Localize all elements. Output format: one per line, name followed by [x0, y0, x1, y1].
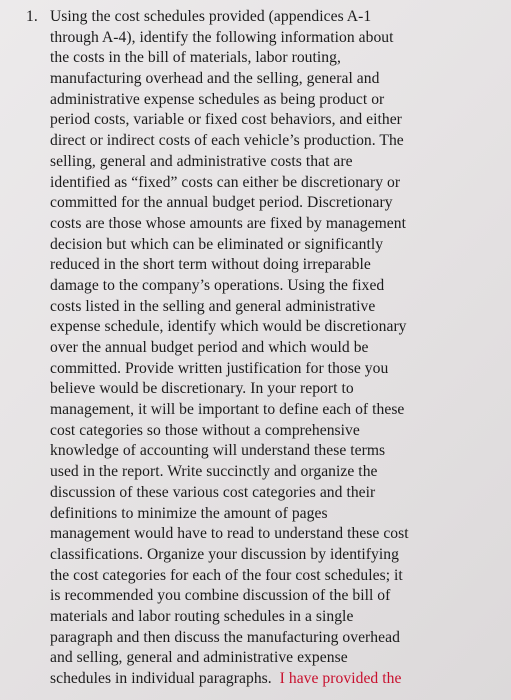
- text-line: is recommended you combine discussion of the bill of: [50, 587, 391, 605]
- text-line: used in the report. Write succinctly and organize the: [50, 463, 378, 481]
- red-highlight-text: I have provided the: [279, 670, 402, 687]
- text-line: manufacturing overhead and the selling, general and: [50, 70, 380, 88]
- text-line: paragraph and then discuss the manufacturing overhead: [50, 628, 400, 646]
- text-line: and selling, general and administrative expense: [50, 649, 348, 667]
- line-text: Using the cost schedules provided (appendices A-1: [50, 8, 372, 25]
- text-line: costs listed in the selling and general administrative: [50, 297, 376, 315]
- text-line: direct or indirect costs of each vehicle’s production. The: [50, 132, 404, 150]
- text-line: costs are those whose amounts are fixed by management: [50, 214, 406, 232]
- text-line: [0, 7, 511, 28]
- text-line: classifications. Organize your discussion by identifying: [50, 545, 399, 563]
- text-line: the costs in the bill of materials, labor routing,: [50, 49, 341, 67]
- text-line: decision but which can be eliminated or significantly: [50, 235, 384, 253]
- text-line: administrative expense schedules as being product or: [50, 90, 385, 108]
- text-line: expense schedule, identify which would be discretionary: [50, 318, 407, 336]
- text-line: the cost categories for each of the four cost schedules; it: [50, 566, 403, 584]
- text-line: knowledge of accounting will understand these terms: [50, 442, 386, 460]
- text-line: reduced in the short term without doing irreparable: [50, 256, 371, 274]
- text-line: cost categories so those without a comprehensive: [50, 421, 360, 439]
- text-line-last: [0, 669, 511, 690]
- text-line: committed for the annual budget period. Discretionary: [50, 194, 393, 212]
- text-line: definitions to minimize the amount of pages: [50, 504, 328, 522]
- item-number: 1.: [26, 8, 38, 25]
- text-line: committed. Provide written justification for those you: [50, 359, 389, 377]
- text-line: believe would be discretionary. In your report to: [50, 380, 354, 398]
- text-line: selling, general and administrative costs that are: [50, 152, 353, 170]
- text-line: management, it will be important to define each of these: [50, 401, 405, 419]
- text-line: materials and labor routing schedules in a single: [50, 607, 354, 625]
- question-paragraph: [0, 7, 511, 690]
- text-line: damage to the company’s operations. Using the fixed: [50, 276, 385, 294]
- text-line: discussion of these various cost categories and their: [50, 483, 376, 501]
- text-line: period costs, variable or fixed cost behaviors, and either: [50, 111, 402, 129]
- text-line: over the annual budget period and which would be: [50, 339, 369, 356]
- line-text: schedules in individual paragraphs.: [50, 670, 272, 687]
- text-line: identified as “fixed” costs can either be discretionary or: [50, 173, 401, 191]
- text-line: through A-4), identify the following information about: [50, 28, 394, 46]
- text-line: management would have to read to understand these cost: [50, 525, 409, 543]
